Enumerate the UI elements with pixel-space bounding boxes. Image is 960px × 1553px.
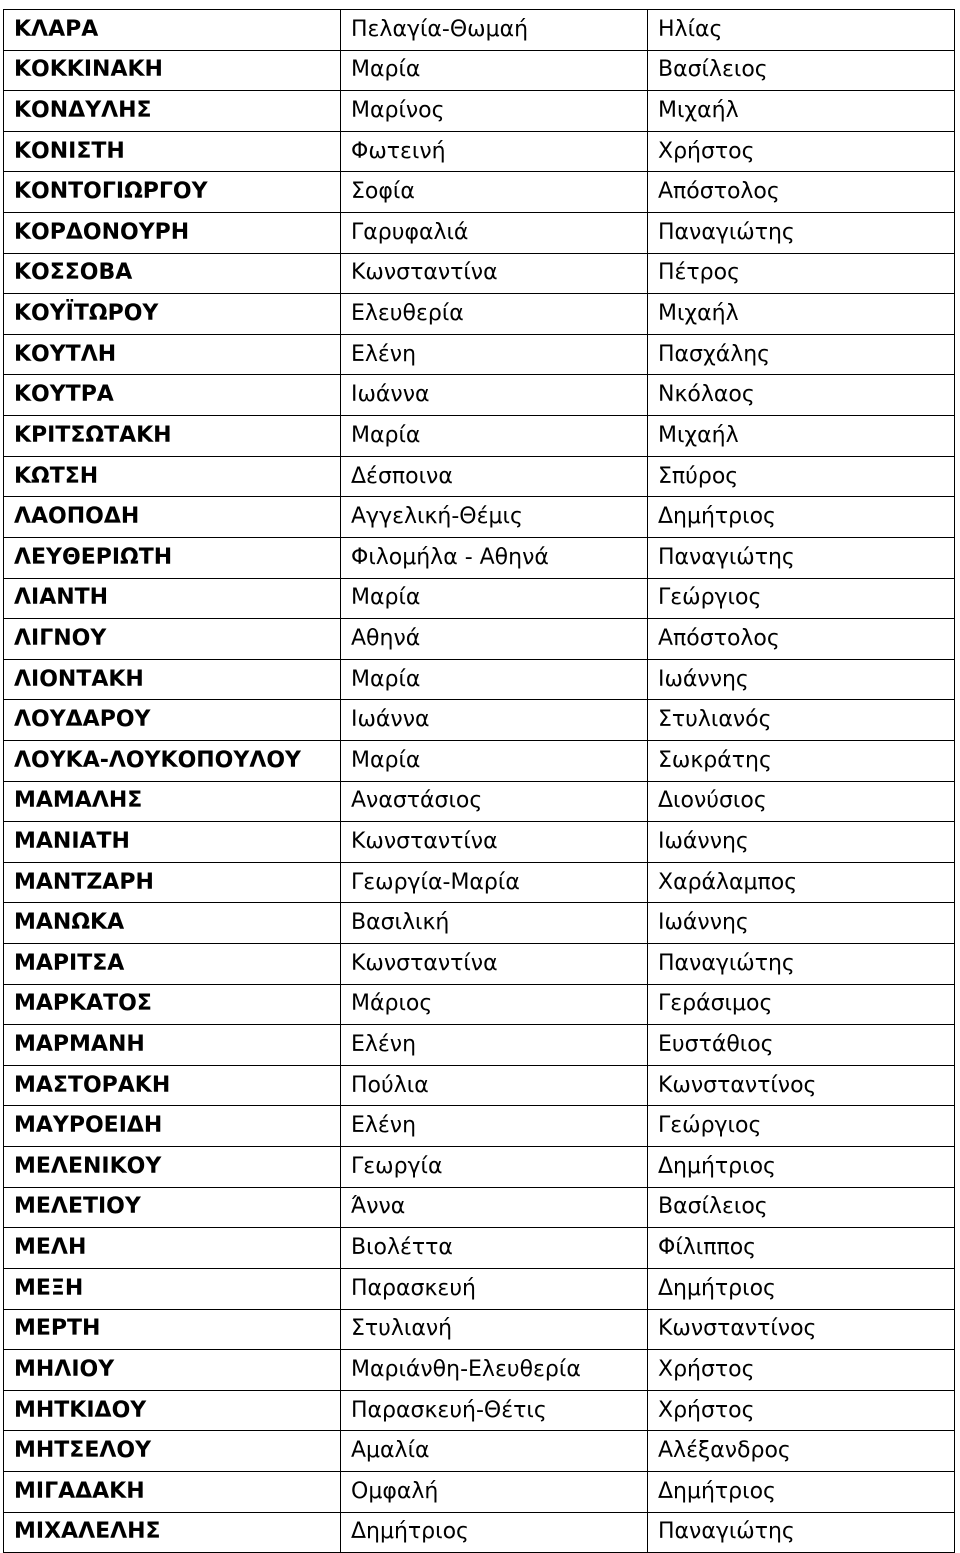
surname-cell: ΚΟΝΔΥΛΗΣ: [4, 91, 341, 132]
first-name-cell: Βασιλική: [341, 903, 648, 944]
father-name-cell: Ιωάννης: [648, 903, 955, 944]
surname-cell: ΛΟΥΔΑΡΟΥ: [4, 700, 341, 741]
surname-cell: ΜΕΛΗ: [4, 1228, 341, 1269]
father-name-cell: Κωνσταντίνος: [648, 1309, 955, 1350]
table-row: [4, 1390, 955, 1431]
surname-cell: ΚΡΙΤΣΩΤΑΚΗ: [4, 416, 341, 457]
surname-cell: ΚΟΝΙΣΤΗ: [4, 131, 341, 172]
table-row: [4, 1065, 955, 1106]
table-row: [4, 334, 955, 375]
father-name-cell: Χρήστος: [648, 1350, 955, 1391]
father-name-cell: Γεώργιος: [648, 578, 955, 619]
table-row: [4, 1309, 955, 1350]
father-name-cell: Παναγιώτης: [648, 213, 955, 254]
father-name-cell: Στυλιανός: [648, 700, 955, 741]
table-row: [4, 659, 955, 700]
father-name-cell: Βασίλειος: [648, 50, 955, 91]
father-name-cell: Απόστολος: [648, 172, 955, 213]
first-name-cell: Μαρία: [341, 659, 648, 700]
table-row: [4, 1228, 955, 1269]
first-name-cell: Ελένη: [341, 334, 648, 375]
surname-cell: ΜΗΤΚΙΔΟΥ: [4, 1390, 341, 1431]
father-name-cell: Δημήτριος: [648, 1471, 955, 1512]
first-name-cell: Μαρίνος: [341, 91, 648, 132]
first-name-cell: Ιωάννα: [341, 375, 648, 416]
table-row: [4, 1187, 955, 1228]
father-name-cell: Κωνσταντίνος: [648, 1065, 955, 1106]
table-row: [4, 50, 955, 91]
first-name-cell: Βιολέττα: [341, 1228, 648, 1269]
father-name-cell: Ευστάθιος: [648, 1025, 955, 1066]
first-name-cell: Γαρυφαλιά: [341, 213, 648, 254]
table-row: [4, 416, 955, 457]
first-name-cell: Μαρία: [341, 578, 648, 619]
father-name-cell: Χρήστος: [648, 1390, 955, 1431]
surname-cell: ΛΟΥΚΑ-ΛΟΥΚΟΠΟΥΛΟΥ: [4, 740, 341, 781]
first-name-cell: Μαριάνθη-Ελευθερία: [341, 1350, 648, 1391]
table-row: [4, 740, 955, 781]
surname-cell: ΜΑΡΜΑΝΗ: [4, 1025, 341, 1066]
surname-cell: ΚΩΤΣΗ: [4, 456, 341, 497]
father-name-cell: Χαράλαμπος: [648, 862, 955, 903]
first-name-cell: Κωνσταντίνα: [341, 253, 648, 294]
table-row: [4, 537, 955, 578]
surname-cell: ΚΟΥΤΛΗ: [4, 334, 341, 375]
table-row: [4, 1431, 955, 1472]
father-name-cell: Νκόλαος: [648, 375, 955, 416]
father-name-cell: Δημήτριος: [648, 1147, 955, 1188]
surname-cell: ΚΟΚΚΙΝΑΚΗ: [4, 50, 341, 91]
table-row: [4, 213, 955, 254]
names-table-body: [4, 10, 955, 1553]
first-name-cell: Σοφία: [341, 172, 648, 213]
first-name-cell: Πούλια: [341, 1065, 648, 1106]
father-name-cell: Δημήτριος: [648, 1268, 955, 1309]
table-row: [4, 944, 955, 985]
first-name-cell: Αθηνά: [341, 619, 648, 660]
names-table: [3, 9, 955, 1553]
father-name-cell: Χρήστος: [648, 131, 955, 172]
table-row: [4, 1512, 955, 1553]
table-row: [4, 375, 955, 416]
surname-cell: ΜΑΡΙΤΣΑ: [4, 944, 341, 985]
table-row: [4, 1106, 955, 1147]
table-row: [4, 131, 955, 172]
first-name-cell: Μάριος: [341, 984, 648, 1025]
father-name-cell: Ιωάννης: [648, 659, 955, 700]
surname-cell: ΚΛΑΡΑ: [4, 10, 341, 51]
table-row: [4, 700, 955, 741]
table-row: [4, 456, 955, 497]
first-name-cell: Δημήτριος: [341, 1512, 648, 1553]
first-name-cell: Μαρία: [341, 416, 648, 457]
table-row: [4, 984, 955, 1025]
father-name-cell: Σπύρος: [648, 456, 955, 497]
surname-cell: ΚΟΡΔΟΝΟΥΡΗ: [4, 213, 341, 254]
surname-cell: ΛΙΟΝΤΑΚΗ: [4, 659, 341, 700]
table-row: [4, 1268, 955, 1309]
father-name-cell: Πασχάλης: [648, 334, 955, 375]
father-name-cell: Μιχαήλ: [648, 294, 955, 335]
table-row: [4, 172, 955, 213]
surname-cell: ΜΑΡΚΑΤΟΣ: [4, 984, 341, 1025]
surname-cell: ΜΙΓΑΔΑΚΗ: [4, 1471, 341, 1512]
first-name-cell: Κωνσταντίνα: [341, 944, 648, 985]
surname-cell: ΜΙΧΑΛΕΛΗΣ: [4, 1512, 341, 1553]
first-name-cell: Στυλιανή: [341, 1309, 648, 1350]
first-name-cell: Παρασκευή: [341, 1268, 648, 1309]
table-row: [4, 1471, 955, 1512]
first-name-cell: Μαρία: [341, 50, 648, 91]
surname-cell: ΜΑΝΩΚΑ: [4, 903, 341, 944]
table-row: [4, 294, 955, 335]
first-name-cell: Ελένη: [341, 1025, 648, 1066]
father-name-cell: Παναγιώτης: [648, 1512, 955, 1553]
first-name-cell: Κωνσταντίνα: [341, 822, 648, 863]
table-row: [4, 253, 955, 294]
father-name-cell: Διονύσιος: [648, 781, 955, 822]
first-name-cell: Ελευθερία: [341, 294, 648, 335]
father-name-cell: Ιωάννης: [648, 822, 955, 863]
surname-cell: ΜΑΜΑΛΗΣ: [4, 781, 341, 822]
father-name-cell: Γεράσιμος: [648, 984, 955, 1025]
first-name-cell: Αναστάσιος: [341, 781, 648, 822]
first-name-cell: Μαρία: [341, 740, 648, 781]
table-row: [4, 822, 955, 863]
surname-cell: ΚΟΥΤΡΑ: [4, 375, 341, 416]
father-name-cell: Παναγιώτης: [648, 944, 955, 985]
table-row: [4, 497, 955, 538]
first-name-cell: Αγγελική-Θέμις: [341, 497, 648, 538]
surname-cell: ΚΟΣΣΟΒΑ: [4, 253, 341, 294]
table-row: [4, 1147, 955, 1188]
surname-cell: ΛΙΑΝΤΗ: [4, 578, 341, 619]
father-name-cell: Γεώργιος: [648, 1106, 955, 1147]
surname-cell: ΜΕΛΕΤΙΟΥ: [4, 1187, 341, 1228]
surname-cell: ΜΗΤΣΕΛΟΥ: [4, 1431, 341, 1472]
table-row: [4, 91, 955, 132]
surname-cell: ΚΟΥΪΤΩΡΟΥ: [4, 294, 341, 335]
surname-cell: ΜΕΞΗ: [4, 1268, 341, 1309]
first-name-cell: Δέσποινα: [341, 456, 648, 497]
first-name-cell: Ομφαλή: [341, 1471, 648, 1512]
surname-cell: ΚΟΝΤΟΓΙΩΡΓΟΥ: [4, 172, 341, 213]
first-name-cell: Γεωργία: [341, 1147, 648, 1188]
surname-cell: ΜΑΥΡΟΕΙΔΗ: [4, 1106, 341, 1147]
father-name-cell: Μιχαήλ: [648, 416, 955, 457]
father-name-cell: Δημήτριος: [648, 497, 955, 538]
surname-cell: ΛΑΟΠΟΔΗ: [4, 497, 341, 538]
surname-cell: ΜΑΝΙΑΤΗ: [4, 822, 341, 863]
surname-cell: ΜΑΝΤΖΑΡΗ: [4, 862, 341, 903]
table-row: [4, 903, 955, 944]
first-name-cell: Πελαγία-Θωμαή: [341, 10, 648, 51]
surname-cell: ΛΕΥΘΕΡΙΩΤΗ: [4, 537, 341, 578]
father-name-cell: Αλέξανδρος: [648, 1431, 955, 1472]
father-name-cell: Φίλιππος: [648, 1228, 955, 1269]
surname-cell: ΜΕΛΕΝΙΚΟΥ: [4, 1147, 341, 1188]
table-row: [4, 10, 955, 51]
surname-cell: ΛΙΓΝΟΥ: [4, 619, 341, 660]
father-name-cell: Βασίλειος: [648, 1187, 955, 1228]
first-name-cell: Αμαλία: [341, 1431, 648, 1472]
surname-cell: ΜΕΡΤΗ: [4, 1309, 341, 1350]
father-name-cell: Σωκράτης: [648, 740, 955, 781]
father-name-cell: Ηλίας: [648, 10, 955, 51]
table-row: [4, 1350, 955, 1391]
first-name-cell: Άννα: [341, 1187, 648, 1228]
first-name-cell: Φωτεινή: [341, 131, 648, 172]
first-name-cell: Φιλομήλα - Αθηνά: [341, 537, 648, 578]
surname-cell: ΜΗΛΙΟΥ: [4, 1350, 341, 1391]
surname-cell: ΜΑΣΤΟΡΑΚΗ: [4, 1065, 341, 1106]
table-row: [4, 619, 955, 660]
table-row: [4, 781, 955, 822]
table-row: [4, 1025, 955, 1066]
table-row: [4, 578, 955, 619]
father-name-cell: Παναγιώτης: [648, 537, 955, 578]
first-name-cell: Ιωάννα: [341, 700, 648, 741]
table-row: [4, 862, 955, 903]
first-name-cell: Ελένη: [341, 1106, 648, 1147]
first-name-cell: Παρασκευή-Θέτις: [341, 1390, 648, 1431]
first-name-cell: Γεωργία-Μαρία: [341, 862, 648, 903]
father-name-cell: Μιχαήλ: [648, 91, 955, 132]
father-name-cell: Απόστολος: [648, 619, 955, 660]
father-name-cell: Πέτρος: [648, 253, 955, 294]
